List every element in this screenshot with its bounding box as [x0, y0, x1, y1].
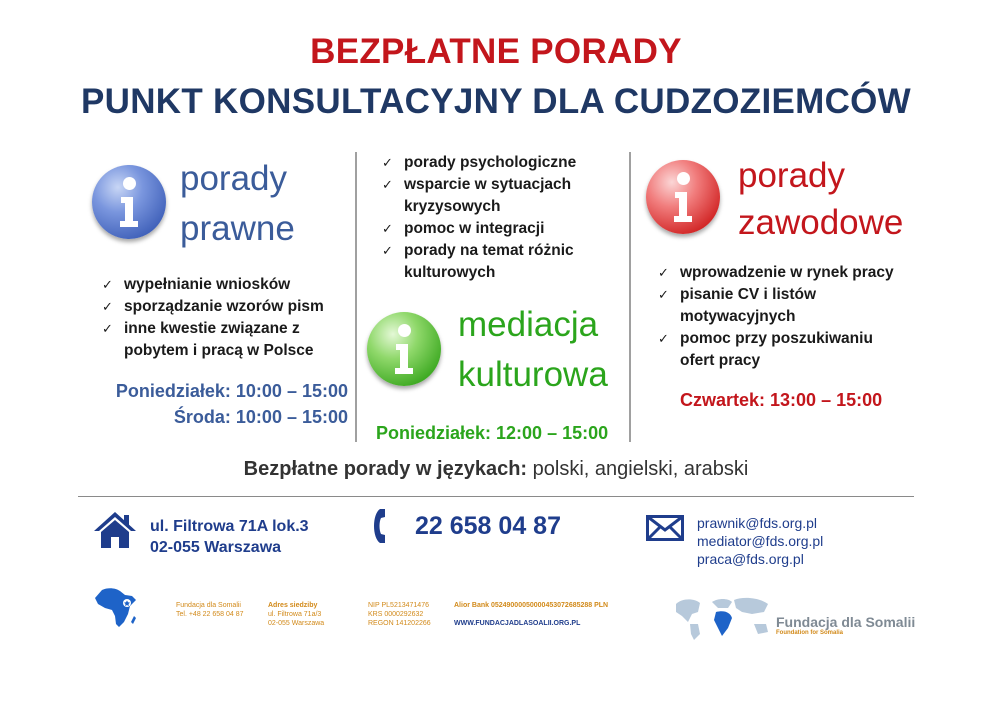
column-divider-left	[355, 152, 357, 442]
list-item: ✓ inne kwestie związane z	[102, 320, 300, 337]
footer-website[interactable]: WWW.FUNDACJADLASOALII.ORG.PL	[454, 620, 581, 627]
mediation-heading-line1: mediacja	[458, 305, 599, 344]
list-item: kulturowych	[404, 264, 496, 281]
career-heading-line1: porady	[738, 156, 846, 195]
house-icon	[92, 510, 138, 550]
career-heading	[738, 155, 903, 244]
footer-logo-text: Fundacja dla Somalii Foundation for Somalia	[776, 614, 916, 636]
list-item: ✓ pomoc przy poszukiwaniu	[658, 330, 873, 347]
footer-org: Fundacja dla Somalii Tel. +48 22 658 04 87	[176, 602, 244, 618]
career-services-list	[656, 262, 916, 372]
legal-services-list	[100, 274, 350, 362]
email-link[interactable]: mediator@fds.org.pl	[697, 533, 824, 549]
list-item: ✓ wypełnianie wniosków	[102, 276, 291, 293]
list-item: ✓ pisanie CV i listów	[658, 286, 817, 303]
address-line: 02-055 Warszawa	[150, 539, 282, 556]
list-item: motywacyjnych	[680, 308, 796, 325]
list-item: ✓ porady na temat różnic	[382, 242, 574, 259]
subtitle: PUNKT KONSULTACYJNY DLA CUDZOZIEMCÓW	[80, 82, 912, 121]
languages-value: polski, angielski, arabski	[527, 458, 749, 480]
phone-icon	[370, 508, 388, 544]
list-item: ✓ sporządzanie wzorów pism	[102, 298, 324, 315]
email-list	[697, 514, 823, 568]
career-schedule: Czwartek: 13:00 – 15:00	[680, 390, 883, 410]
info-icon	[367, 312, 441, 386]
mediation-schedule: Poniedziałek: 12:00 – 15:00	[376, 423, 609, 443]
mediation-heading	[458, 304, 608, 396]
address	[150, 516, 309, 558]
footer-address: Adres siedziby ul. Filtrowa 71a/3 02-055 Warszawa	[268, 602, 325, 627]
world-map-logo	[672, 594, 772, 642]
list-item: ✓ pomoc w integracji	[382, 220, 545, 237]
legal-heading	[180, 158, 295, 250]
phone-number[interactable]: 22 658 04 87	[415, 512, 561, 540]
legal-schedule	[100, 378, 348, 430]
list-item: kryzysowych	[404, 198, 501, 215]
mediation-services-list	[380, 152, 620, 284]
mediation-heading-line2: kulturowa	[458, 355, 608, 394]
languages-line	[0, 458, 992, 481]
column-divider-right	[629, 152, 631, 442]
footer-bank: Alior Bank 05249000050000453072685288 PLN	[454, 602, 609, 609]
info-icon	[646, 160, 720, 234]
email-link[interactable]: praca@fds.org.pl	[697, 551, 804, 567]
legal-heading-line2: prawne	[180, 209, 295, 248]
languages-label: Bezpłatne porady w językach:	[243, 458, 528, 480]
info-icon	[92, 165, 166, 239]
list-item: ✓ porady psychologiczne	[382, 154, 577, 171]
list-item: ✓ wsparcie w sytuacjach	[382, 176, 572, 193]
address-line: ul. Filtrowa 71A lok.3	[150, 518, 309, 535]
career-heading-line2: zawodowe	[738, 203, 904, 242]
main-title: BEZPŁATNE PORADY	[310, 32, 682, 71]
list-item: pobytem i pracą w Polsce	[124, 342, 314, 359]
footer-registry: NIP PL5213471476 KRS 0000292632 REGON 141202266	[368, 602, 431, 627]
schedule-line: Poniedziałek: 10:00 – 15:00	[115, 381, 348, 401]
list-item: ofert pracy	[680, 352, 761, 369]
legal-heading-line1: porady	[180, 159, 288, 198]
schedule-line: Środa: 10:00 – 15:00	[173, 407, 348, 427]
africa-map-icon	[92, 586, 140, 630]
email-link[interactable]: prawnik@fds.org.pl	[697, 515, 818, 531]
list-item: ✓ wprowadzenie w rynek pracy	[658, 264, 894, 281]
envelope-icon	[646, 515, 684, 541]
divider	[78, 496, 914, 497]
